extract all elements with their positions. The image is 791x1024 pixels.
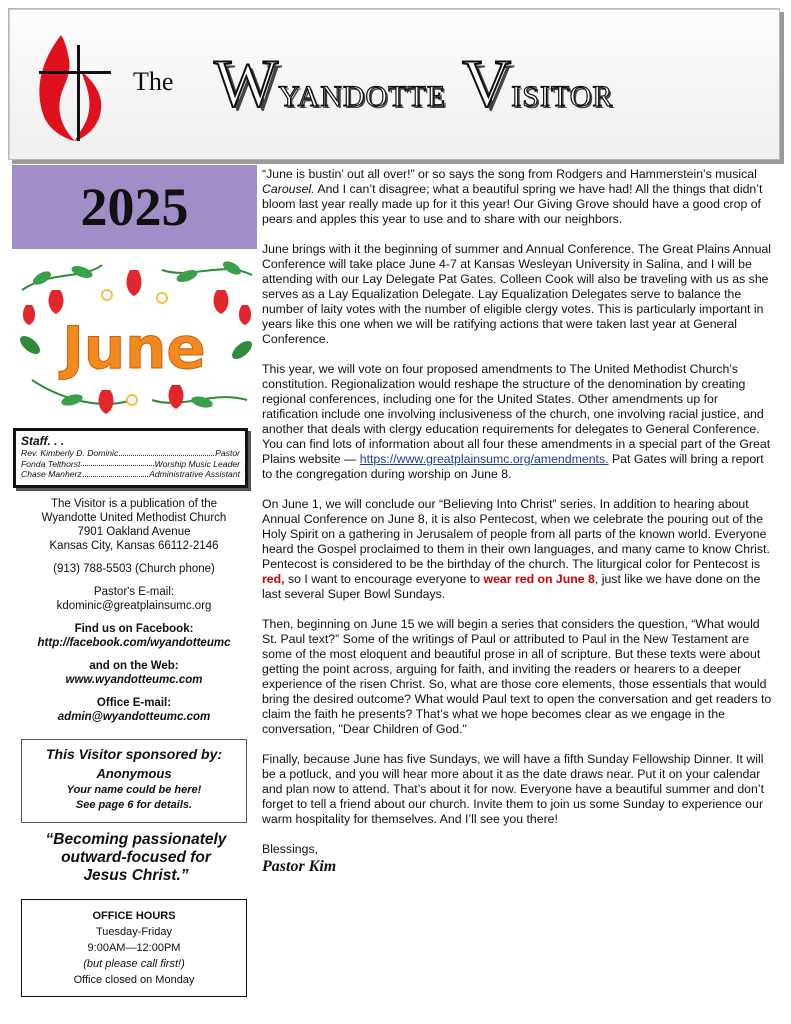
amendments-link[interactable]: https://www.greatplainsumc.org/amendments. xyxy=(359,452,609,466)
staff-name: Chase Manherz xyxy=(21,469,82,479)
staff-box xyxy=(13,428,248,488)
staff-role: Worship Music Leader xyxy=(154,458,240,469)
red-highlight: red, xyxy=(262,572,285,586)
pastor-signature: Pastor Kim xyxy=(262,858,337,875)
church-phone: (913) 788-5503 (Church phone) xyxy=(53,563,215,575)
letter-paragraph: Finally, because June has five Sundays, we will have a fifth Sunday Fellowship Dinner. It will be a potluck, and you will hear more about it as the date draws near. Put it on your calendar and plan now to attend. That’s about it for now. Everyone have a beautiful summer and don’t forget to tell a friend about our church. Invite them to join us some Sunday to experience our warm hospitality for themselves. And I’ll see you there! xyxy=(262,752,764,826)
office-hours-closed: Office closed on Monday xyxy=(73,974,195,986)
website-link[interactable]: www.wyandotteumc.com xyxy=(65,674,203,686)
office-email-link[interactable]: admin@wyandotteumc.com xyxy=(57,711,211,723)
title-initial-w: W xyxy=(214,45,279,121)
letter-paragraph: This year, we will vote on four proposed amendments to The United Methodist Church’s constitution. Regionalization would reshape the structure of the denomination by creating regional conferences, including one for the United States. Other amendments up for ratification include one involving inclusiveness of the church, one involving racial justice, and another that deals with clergy education requirements for delegates to General Conference. You can find lots of information about all four these amendments in a special part of the Great Plains website — https://www.greatplainsumc.org/amendments. Pat Gates will bring a report to the congregation during worship on June 8. xyxy=(262,362,771,481)
church-address: 7901 Oakland Avenue xyxy=(77,526,191,538)
year-text: 2025 xyxy=(80,177,189,237)
masthead-the: The xyxy=(133,67,174,96)
facebook-label: Find us on Facebook: xyxy=(74,623,194,635)
publication-line: Wyandotte United Methodist Church xyxy=(41,512,227,524)
motto-line: “Becoming passionately xyxy=(45,831,227,848)
web-label: and on the Web: xyxy=(89,660,179,672)
masthead-title xyxy=(214,45,614,121)
title-rest-yandotte: YANDOTTE xyxy=(278,80,447,113)
church-city: Kansas City, Kansas 66112-2146 xyxy=(49,540,219,552)
office-hours-box xyxy=(21,899,247,997)
office-email-label: Office E-mail: xyxy=(96,697,172,709)
letter-paragraph: Then, beginning on June 15 we will begin a series that considers the question, “What would St. Paul text?” Some of the writings of Paul or attributed to Paul in the New Testament are some of the most eloquent and beautiful prose in all of scripture. But these texts were about getting the point across, arguing for faith, and inviting the readers or hearers to a deeper experience of the risen Christ. So, what are those core elements, those essentials that would bring the desired outcome? What would Paul text to open the conversation and get readers to claim the faith he presents? That’s what we hope becomes clear as we engage in the conversation, "Dear Children of God." xyxy=(262,617,772,736)
june-word: June xyxy=(62,314,206,382)
letter-paragraph: “June is bustin’ out all over!” or so says the song from Rodgers and Hammerstein’s musical Carousel. And I can’t disagree; what a beautiful spring we have had! All the things that didn’t bloom last year really made up for it this year! Our Giving Grove should have a good crop of pears and apples this year to use and to share with our neighbors. xyxy=(262,167,763,226)
sponsor-line: Your name could be here! xyxy=(66,784,202,796)
staff-row xyxy=(21,448,240,459)
publication-line: The Visitor is a publication of the xyxy=(51,498,217,510)
title-rest-isitor: ISITOR xyxy=(511,80,614,113)
pastor-letter xyxy=(262,167,772,874)
sponsor-line: See page 6 for details. xyxy=(75,799,193,811)
letter-closing: Blessings, xyxy=(262,842,319,856)
title-initial-v: V xyxy=(462,45,512,121)
sponsor-title: This Visitor sponsored by: xyxy=(45,746,223,762)
carousel-title: Carousel. xyxy=(262,182,315,196)
office-hours-time: 9:00AM—12:00PM xyxy=(87,942,181,954)
letter-paragraph: On June 1, we will conclude our “Believing Into Christ” series. In addition to hearing about Annual Conference on June 8, it is also Pentecost, when we celebrate the pouring out of the Holy Spirit on a gathering in Jerusalem of people from all parts of the known world. Everyone heard the Gospel proclaimed to them in their own languages, and many came to know Christ. Pentecost is considered to be the birthday of the church. The liturgical color for Pentecost is red, so I want to encourage everyone to wear red on June 8, just like we have done on the last several Super Bowl Sundays. xyxy=(262,497,770,601)
pastor-email-link[interactable]: kdominic@greatplainsumc.org xyxy=(56,600,212,612)
staff-role: Administrative Assistant xyxy=(149,469,240,479)
letter-paragraph: June brings with it the beginning of summer and Annual Conference. The Great Plains Annual Conference will take place June 4-7 at Kansas Wesleyan University in Salina, and I will be attending with our Lay Delegate Pat Gates. Colleen Cook will also be traveling with us as she serves as a Lay Equalization Delegate. Lay Equalization Delegates serve to balance the number of laity votes with the number of eligible clergy votes. This is particularly important in years like this one when we will be ratifying actions that were taken last year at General Conference. xyxy=(262,242,772,346)
office-hours-note: (but please call first!) xyxy=(83,958,185,970)
june-strawberry-illustration xyxy=(12,250,257,420)
staff-row xyxy=(21,469,240,480)
publication-info xyxy=(14,497,254,724)
year-banner xyxy=(12,165,257,249)
motto-line: outward-focused for xyxy=(61,849,211,866)
pastor-email-label: Pastor's E-mail: xyxy=(93,586,175,598)
wear-red-highlight: wear red on June 8 xyxy=(483,572,595,586)
sponsor-name: Anonymous xyxy=(96,766,172,781)
office-hours-title: OFFICE HOURS xyxy=(92,910,176,922)
cross-and-flame-logo xyxy=(31,31,121,143)
masthead xyxy=(8,8,780,160)
staff-name: Fonda Telthorst xyxy=(21,458,81,469)
office-hours-days: Tuesday-Friday xyxy=(95,926,172,938)
church-motto xyxy=(20,831,252,885)
staff-heading: Staff. . . xyxy=(21,434,65,448)
staff-role: Pastor xyxy=(215,448,240,458)
staff-name: Rev. Kimberly D. Dominic xyxy=(21,448,119,458)
staff-row xyxy=(21,459,240,470)
motto-line: Jesus Christ.” xyxy=(83,867,189,884)
facebook-link[interactable]: http://facebook.com/wyandotteumc xyxy=(37,637,231,649)
sponsor-box xyxy=(21,739,247,823)
